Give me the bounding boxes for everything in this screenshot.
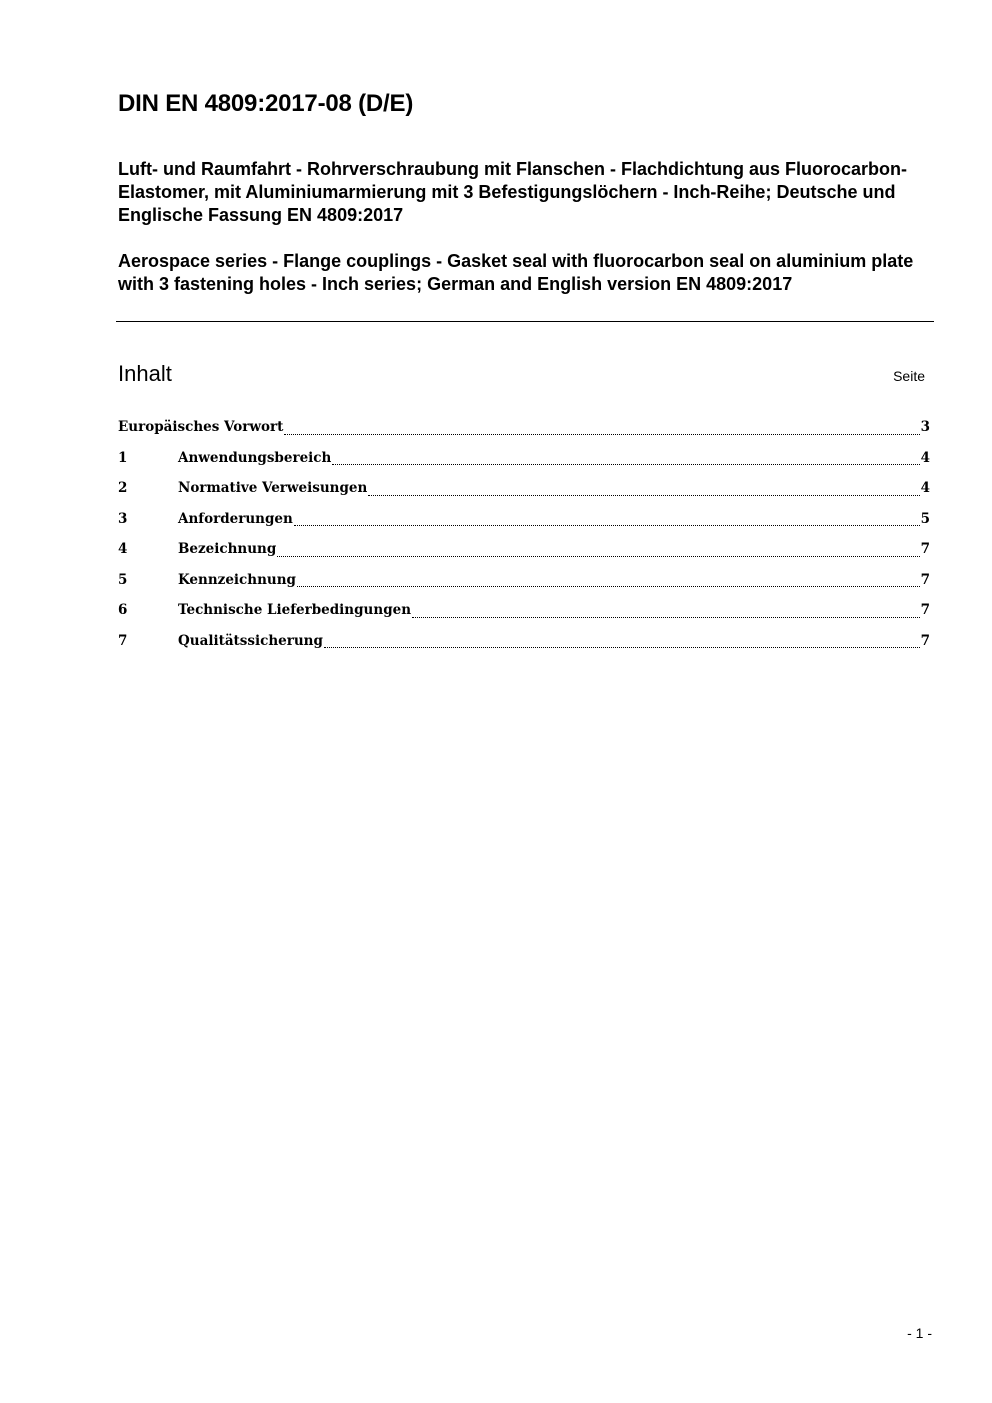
toc-entry-delivery-conditions[interactable] xyxy=(118,597,930,628)
toc-entry-label: Kennzeichnung xyxy=(178,571,296,588)
toc-entry-designation[interactable] xyxy=(118,536,930,567)
toc-entry-number: 6 xyxy=(118,602,128,618)
toc-entry-number: 4 xyxy=(118,541,128,557)
toc-entry-page: 3 xyxy=(920,419,930,435)
toc-entry-label: Anwendungsbereich xyxy=(178,449,332,466)
title-divider xyxy=(116,321,934,322)
toc-entry-label: Bezeichnung xyxy=(178,541,277,557)
german-title: Luft- und Raumfahrt - Rohrverschraubung mit Flanschen - Flachdichtung aus Fluorocarbon-Elastomer, mit Aluminiumarmierung mit 3 Befestigungslöchern - Inch-Reihe; Deutsche und Englische Fassung EN 4809:2017 xyxy=(118,159,908,225)
toc-entry-page: 7 xyxy=(920,632,930,649)
toc-entry-page: 4 xyxy=(920,480,930,496)
toc-dot-leader xyxy=(277,555,919,557)
toc-entry-label: Anforderungen xyxy=(178,510,293,527)
toc-entry-label: Technische Lieferbedingungen xyxy=(178,602,412,618)
toc-dot-leader xyxy=(324,646,920,648)
toc-entry-label: Europäisches Vorwort xyxy=(118,419,284,435)
toc-entry-quality-assurance[interactable] xyxy=(118,628,930,659)
toc-entry-number: 5 xyxy=(118,571,128,588)
toc-entry-label: Normative Verweisungen xyxy=(178,480,368,496)
table-of-contents xyxy=(118,414,930,658)
toc-dot-leader xyxy=(332,463,919,465)
page-number: - 1 - xyxy=(907,1325,932,1341)
toc-entry-normative-references[interactable] xyxy=(118,475,930,506)
toc-dot-leader xyxy=(297,585,920,587)
toc-dot-leader xyxy=(284,433,919,435)
english-title: Aerospace series - Flange couplings - Gasket seal with fluorocarbon seal on aluminium plate with 3 fastening holes - Inch series; German and English version EN 4809:2017 xyxy=(118,251,914,294)
toc-entry-scope[interactable] xyxy=(118,445,930,476)
toc-heading: Inhalt xyxy=(118,361,172,386)
document-id-title: DIN EN 4809:2017-08 (D/E) xyxy=(118,90,414,117)
toc-entry-number: 2 xyxy=(118,480,128,496)
toc-entry-number: 3 xyxy=(118,510,128,527)
toc-entry-label: Qualitätssicherung xyxy=(178,632,323,649)
toc-dot-leader xyxy=(412,616,920,618)
toc-entry-number: 7 xyxy=(118,632,128,649)
toc-page-column-label: Seite xyxy=(893,368,925,384)
toc-entry-requirements[interactable] xyxy=(118,506,930,537)
toc-entry-page: 7 xyxy=(920,602,930,618)
toc-entry-foreword[interactable] xyxy=(118,414,930,445)
toc-entry-marking[interactable] xyxy=(118,567,930,598)
toc-dot-leader xyxy=(368,494,919,496)
toc-entry-page: 7 xyxy=(920,571,930,588)
toc-dot-leader xyxy=(294,524,920,526)
toc-entry-page: 4 xyxy=(920,449,930,466)
toc-entry-page: 7 xyxy=(920,541,930,557)
toc-entry-page: 5 xyxy=(920,510,930,527)
toc-entry-number: 1 xyxy=(118,449,128,466)
